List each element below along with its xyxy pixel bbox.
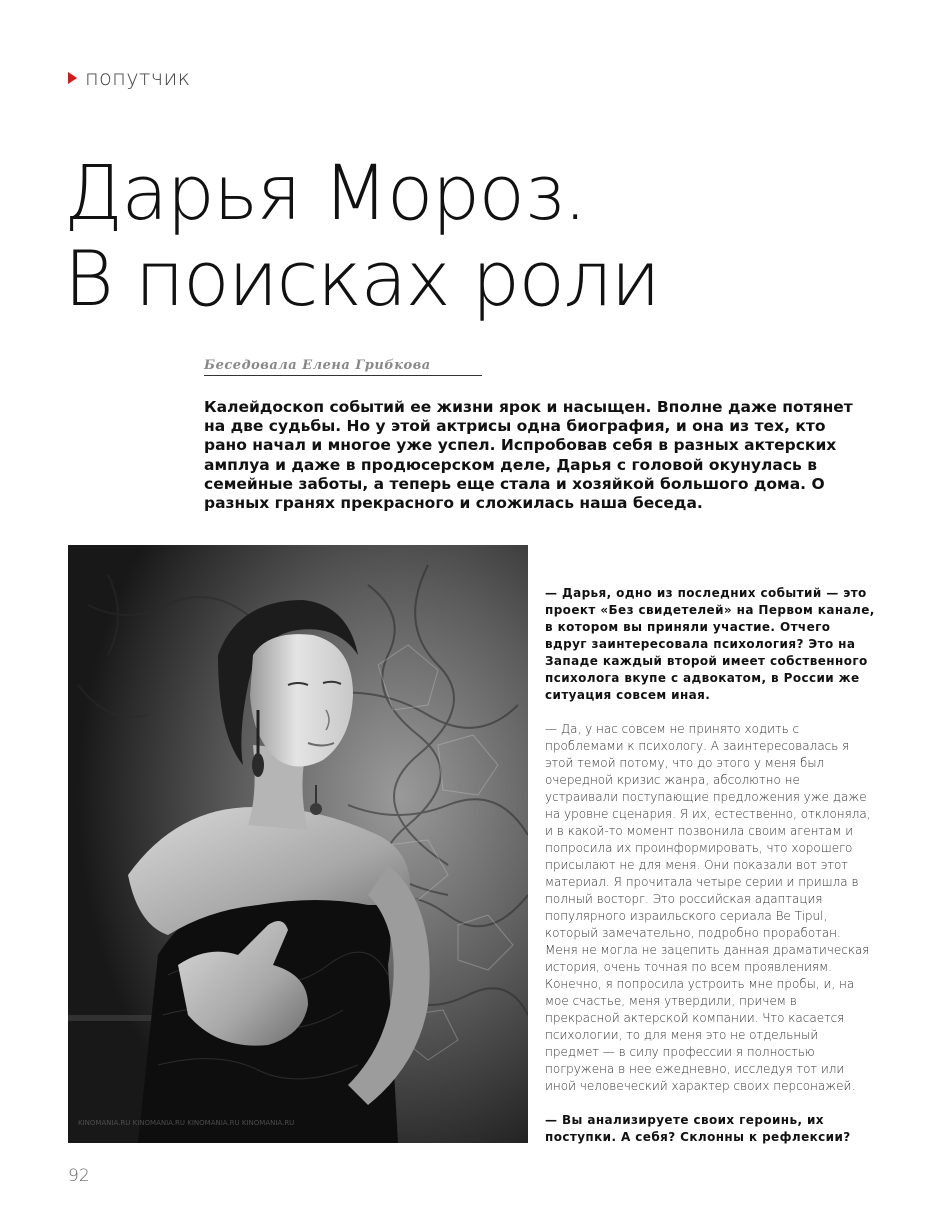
interview-column <box>545 585 875 1163</box>
title-line-1: Дарья Мороз. <box>64 148 586 237</box>
lead-paragraph: Калейдоскоп событий ее жизни ярок и насыщен. Вполне даже потянет на две судьбы. Но у этой актрисы одна биография, и она из тех, кто рано начал и многое уже успел. Испробовав себя в разных актерских амплуа и даже в продюсерском деле, Дарья с головой окунулась в семейные заботы, а теперь еще стала и хозяйкой большого дома. О разных гранях прекрасного и сложилась наша беседа. <box>204 398 853 513</box>
photo-watermark: KINOMANIA.RU KINOMANIA.RU KINOMANIA.RU KINOMANIA.RU <box>78 1119 295 1127</box>
title-line-2: В поисках роли <box>64 234 660 323</box>
portrait-photo <box>68 545 528 1143</box>
section-label: попутчик <box>85 66 191 90</box>
interview-answer-1: — Да, у нас совсем не принято ходить с проблемами к психологу. А заинтересовалась я этой темой потому, что до этого у меня был очередной кризис жанра, абсолютно не устраивали поступающие предложения уже даже на уровне сценария. Я их, естественно, отклоняла, и в какой-то момент позвонила своим агентам и попросила их проинформировать, что хорошего присылают не для меня. Они показали вот этот материал. Я прочитала четыре серии и пришла в полный восторг. Это российская адаптация популярного израильского сериала Be Tipul, который замечательно, подробно проработан. Меня не могла не зацепить данная драматическая история, очень точная по всем проявлениям. Конечно, я попросила устроить мне пробы, и, на мое счастье, меня утвердили, причем в прекрасной актерской компании. Что касается психологии, то для меня это не отдельный предмет — в силу профессии я полностью погружена в нее ежедневно, исследуя тот или иной человеческий характер своих персонажей. <box>545 722 871 1093</box>
byline: Беседовала Елена Грибкова <box>204 358 482 376</box>
article-title <box>64 150 884 322</box>
interview-question-1: — Дарья, одно из последних событий — это проект «Без свидетелей» на Первом канале, в котором вы приняли участие. Отчего вдруг заинтересовала психология? Это на Западе каждый второй имеет собственного психолога вкупе с адвокатом, в России же ситуация совсем иная. <box>545 586 875 702</box>
interview-question-2: — Вы анализируете своих героинь, их поступки. А себя? Склонны к рефлексии? <box>545 1113 851 1144</box>
triangle-bullet-icon <box>68 72 77 84</box>
section-tag <box>68 66 190 90</box>
page-number: 92 <box>68 1166 90 1186</box>
